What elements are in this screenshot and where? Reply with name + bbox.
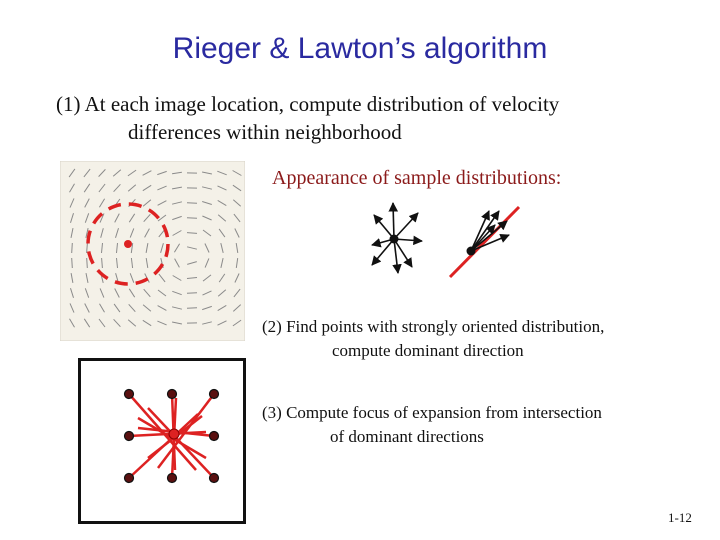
appearance-label: Appearance of sample distributions:: [272, 167, 562, 189]
flow-field-image: [60, 161, 245, 341]
flow-field-background: [60, 161, 245, 341]
oriented-distribution: [445, 195, 530, 280]
vector-arrow: [374, 215, 394, 239]
flow-vector: [72, 258, 73, 268]
sample-point: [168, 474, 177, 483]
vector-arrow: [393, 203, 394, 239]
focus-of-expansion-point: [169, 429, 179, 439]
sample-point: [125, 474, 134, 483]
sample-point: [210, 390, 219, 399]
step2-line2: compute dominant direction: [332, 341, 524, 360]
distribution-origin: [467, 247, 476, 256]
sample-point: [210, 432, 219, 441]
sample-point: [125, 432, 134, 441]
focus-of-expansion-box: [78, 358, 246, 524]
flow-vector: [187, 218, 197, 219]
isotropic-distribution: [360, 195, 440, 275]
step2-line1: (2) Find points with strongly oriented distribution,: [262, 317, 605, 336]
dominant-direction-line: [450, 207, 519, 277]
sample-point: [210, 474, 219, 483]
slide-title: Rieger & Lawton’s algorithm: [172, 32, 548, 65]
step3-line2: of dominant directions: [330, 427, 484, 446]
flow-vector: [187, 293, 197, 294]
vector-arrow: [394, 213, 418, 239]
page-number: 1-12: [668, 510, 692, 525]
step1-line2: differences within neighborhood: [128, 120, 402, 144]
box-frame: [80, 360, 245, 523]
step1-line1: (1) At each image location, compute distribution of velocity: [56, 92, 560, 116]
vector-arrow: [372, 239, 394, 265]
vector-arrow: [471, 225, 495, 251]
distribution-origin: [390, 235, 399, 244]
flow-vector: [87, 258, 88, 268]
step3-line1: (3) Compute focus of expansion from intersection: [262, 403, 602, 422]
center-point: [124, 240, 132, 248]
flow-vector: [72, 243, 73, 253]
sample-point: [125, 390, 134, 399]
sample-point: [168, 390, 177, 399]
